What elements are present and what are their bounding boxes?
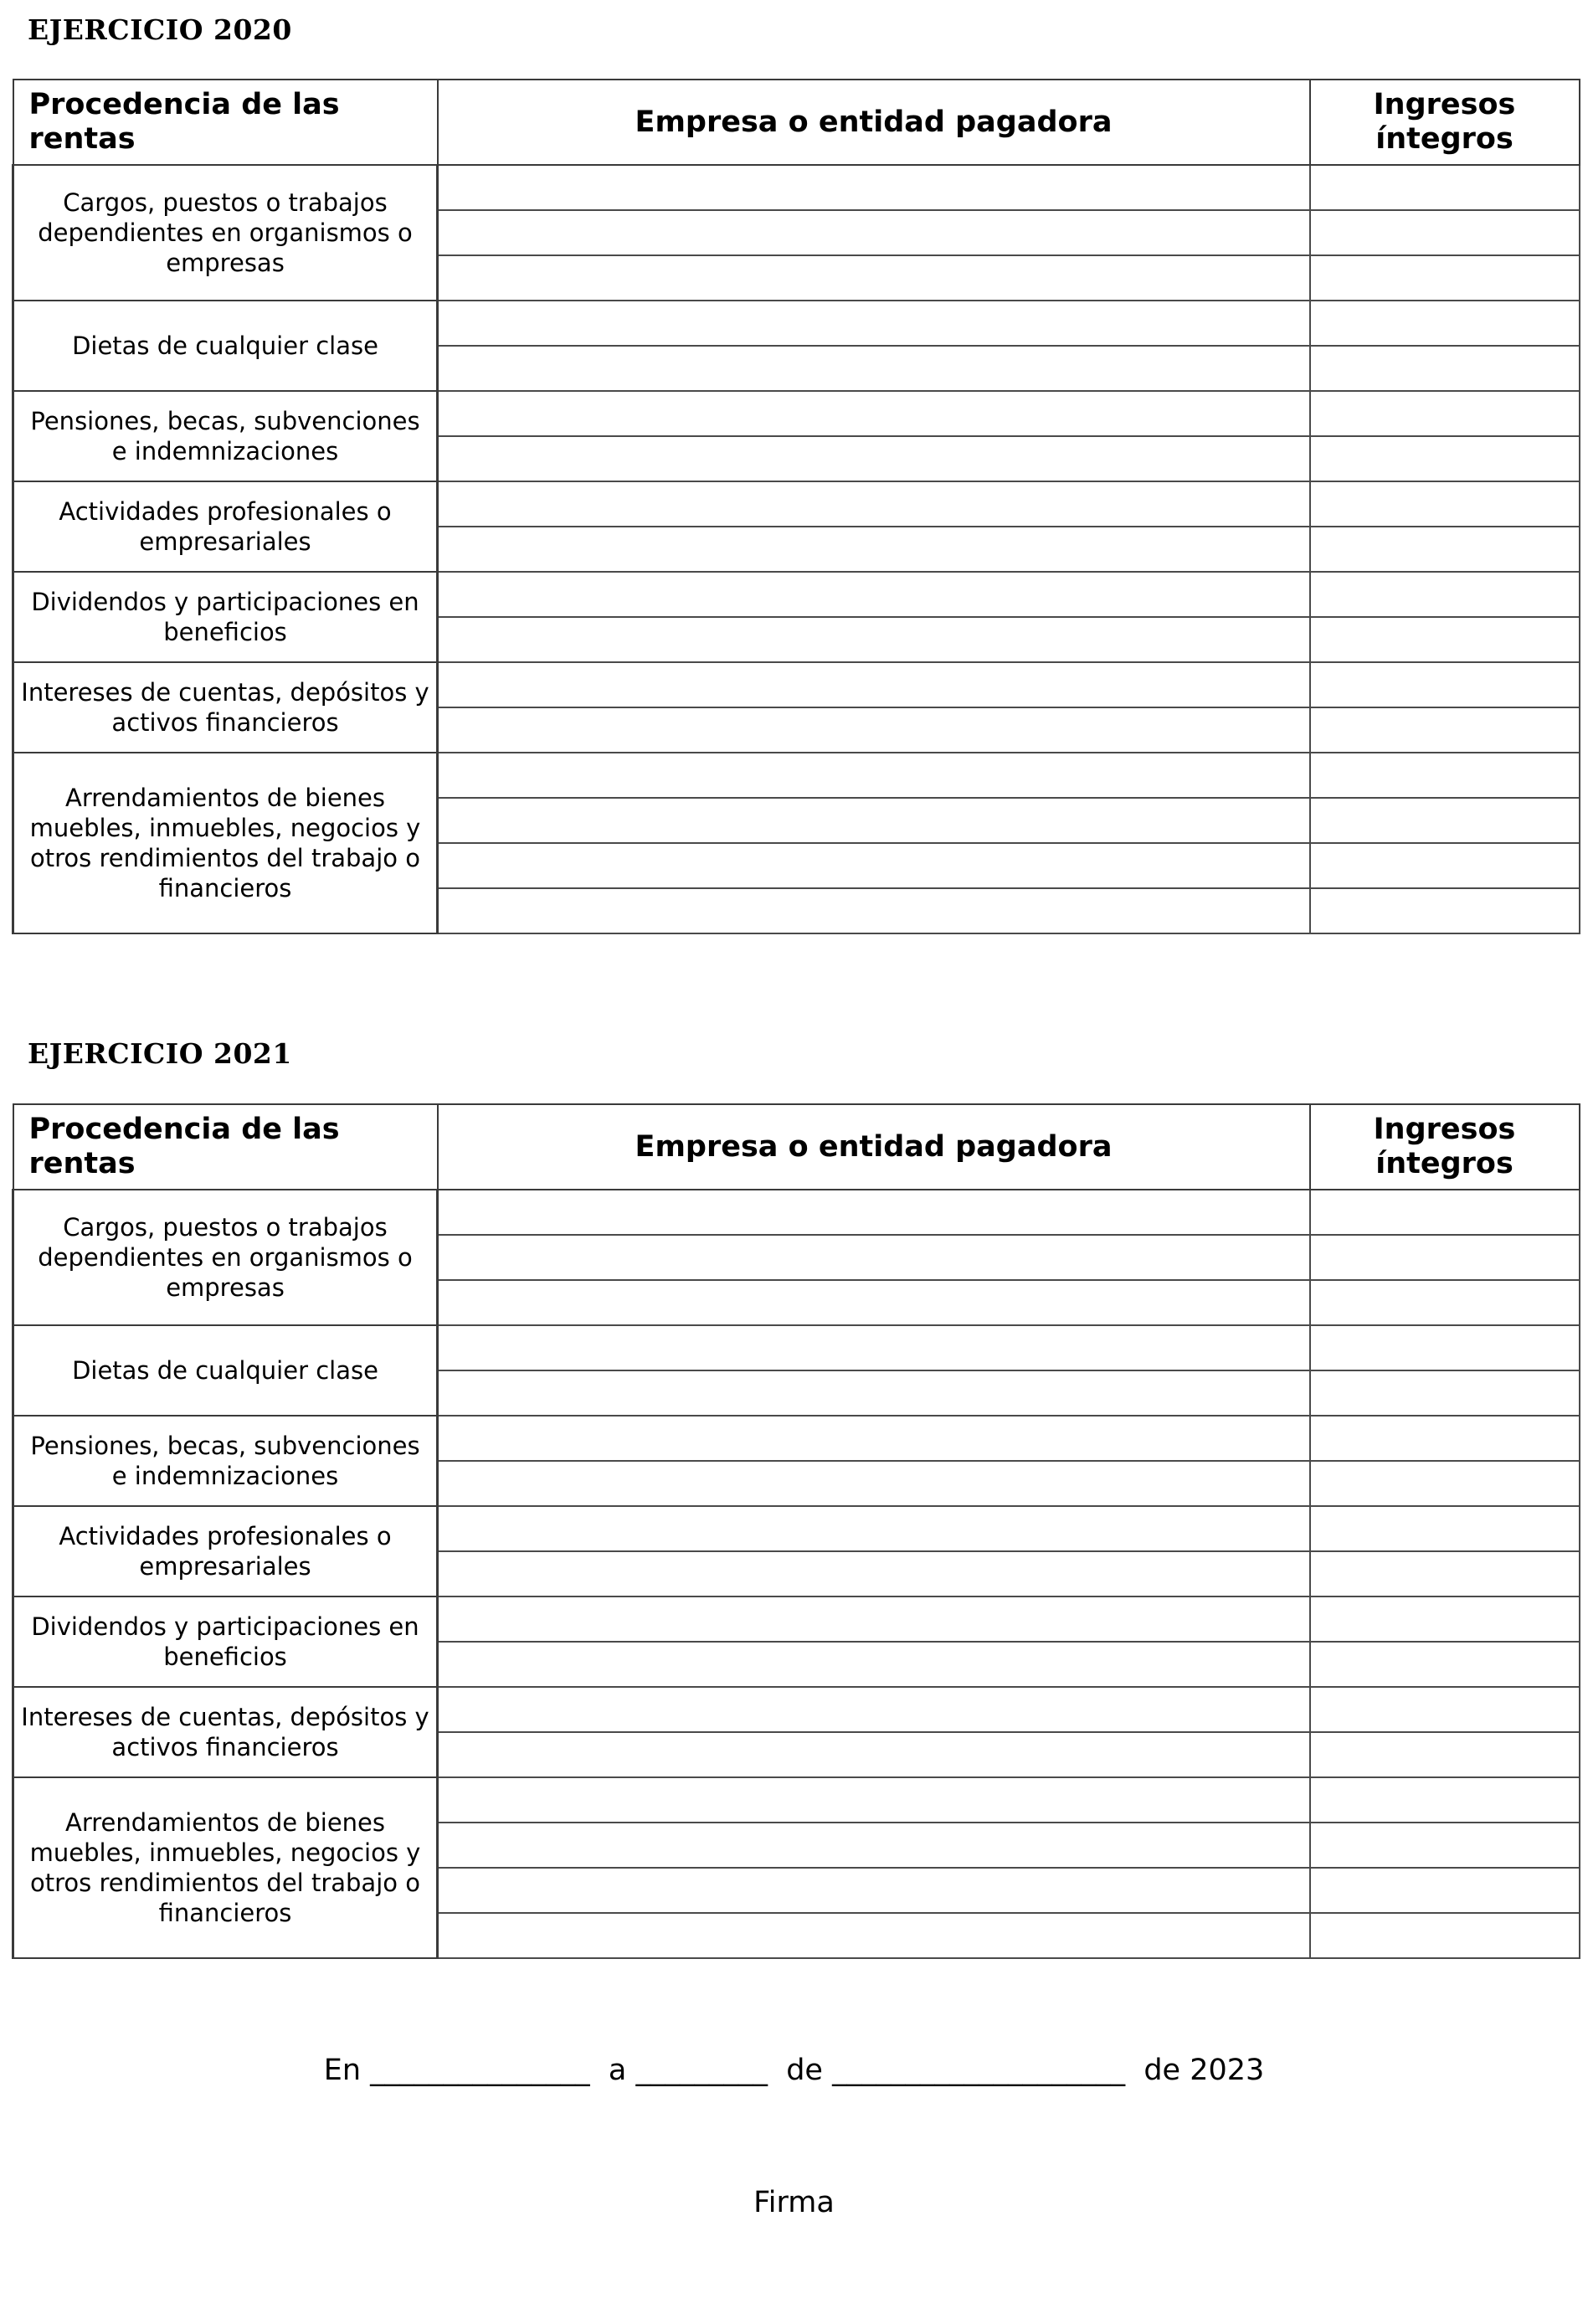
category-arrendamientos: Arrendamientos de bienes muebles, inmuebles, negocios y otros rendimientos del trabajo o financieros <box>13 753 438 933</box>
category-actividades: Actividades profesionales o empresariales <box>13 481 438 572</box>
empresa-input[interactable] <box>438 481 1310 527</box>
ingresos-input[interactable] <box>1310 1461 1580 1506</box>
header-ingresos-line2: íntegros <box>1375 1147 1513 1180</box>
table-row <box>13 1325 1580 1370</box>
empresa-input[interactable] <box>438 1596 1310 1642</box>
empresa-input[interactable] <box>438 1777 1310 1823</box>
ingresos-input[interactable] <box>1310 391 1580 436</box>
income-table-2021 <box>12 1103 1580 1959</box>
place-date-line[interactable]: En _______________ a _________ de ____________________ de 2023 <box>323 2054 1265 2087</box>
ingresos-input[interactable] <box>1310 165 1580 210</box>
header-ingresos <box>1310 1104 1580 1190</box>
ingresos-input[interactable] <box>1310 1370 1580 1416</box>
table-row <box>13 391 1580 436</box>
header-procedencia: Procedencia de las rentas <box>13 80 438 165</box>
header-ingresos-line2: íntegros <box>1375 122 1513 156</box>
ingresos-input[interactable] <box>1310 436 1580 481</box>
category-dividendos: Dividendos y participaciones en beneficios <box>13 572 438 662</box>
empresa-input[interactable] <box>438 1325 1310 1370</box>
table-row <box>13 1506 1580 1551</box>
ingresos-input[interactable] <box>1310 1687 1580 1732</box>
table-header-row <box>13 1104 1580 1190</box>
income-table-2020 <box>12 79 1580 934</box>
empresa-input[interactable] <box>438 888 1310 933</box>
category-intereses: Intereses de cuentas, depósitos y activos financieros <box>13 662 438 753</box>
category-dietas: Dietas de cualquier clase <box>13 1325 438 1416</box>
ingresos-input[interactable] <box>1310 1325 1580 1370</box>
ingresos-input[interactable] <box>1310 1868 1580 1913</box>
header-ingresos <box>1310 80 1580 165</box>
ingresos-input[interactable] <box>1310 617 1580 662</box>
ingresos-input[interactable] <box>1310 1732 1580 1777</box>
empresa-input[interactable] <box>438 753 1310 798</box>
table-row <box>13 572 1580 617</box>
empresa-input[interactable] <box>438 1732 1310 1777</box>
category-dietas: Dietas de cualquier clase <box>13 301 438 391</box>
table-row <box>13 1687 1580 1732</box>
header-ingresos-line1: Ingresos <box>1373 1113 1516 1146</box>
empresa-input[interactable] <box>438 301 1310 346</box>
empresa-input[interactable] <box>438 843 1310 888</box>
empresa-input[interactable] <box>438 572 1310 617</box>
table-row <box>13 165 1580 210</box>
empresa-input[interactable] <box>438 436 1310 481</box>
ingresos-input[interactable] <box>1310 572 1580 617</box>
ingresos-input[interactable] <box>1310 255 1580 301</box>
empresa-input[interactable] <box>438 1416 1310 1461</box>
empresa-input[interactable] <box>438 1370 1310 1416</box>
ingresos-input[interactable] <box>1310 798 1580 843</box>
ingresos-input[interactable] <box>1310 1416 1580 1461</box>
category-pensiones: Pensiones, becas, subvenciones e indemnizaciones <box>13 1416 438 1506</box>
ingresos-input[interactable] <box>1310 346 1580 391</box>
table-row <box>13 1190 1580 1235</box>
empresa-input[interactable] <box>438 255 1310 301</box>
empresa-input[interactable] <box>438 1868 1310 1913</box>
empresa-input[interactable] <box>438 1280 1310 1325</box>
ingresos-input[interactable] <box>1310 843 1580 888</box>
ingresos-input[interactable] <box>1310 1596 1580 1642</box>
header-procedencia: Procedencia de las rentas <box>13 1104 438 1190</box>
category-intereses: Intereses de cuentas, depósitos y activos financieros <box>13 1687 438 1777</box>
category-dividendos: Dividendos y participaciones en beneficios <box>13 1596 438 1687</box>
category-cargos: Cargos, puestos o trabajos dependientes en organismos o empresas <box>13 1190 438 1325</box>
ingresos-input[interactable] <box>1310 527 1580 572</box>
header-empresa: Empresa o entidad pagadora <box>438 80 1310 165</box>
empresa-input[interactable] <box>438 617 1310 662</box>
ingresos-input[interactable] <box>1310 1280 1580 1325</box>
table-row <box>13 753 1580 798</box>
empresa-input[interactable] <box>438 1913 1310 1958</box>
table-row <box>13 1777 1580 1823</box>
ingresos-input[interactable] <box>1310 1913 1580 1958</box>
empresa-input[interactable] <box>438 527 1310 572</box>
ingresos-input[interactable] <box>1310 753 1580 798</box>
category-pensiones: Pensiones, becas, subvenciones e indemnizaciones <box>13 391 438 481</box>
empresa-input[interactable] <box>438 1823 1310 1868</box>
ingresos-input[interactable] <box>1310 662 1580 707</box>
empresa-input[interactable] <box>438 1190 1310 1235</box>
empresa-input[interactable] <box>438 1642 1310 1687</box>
empresa-input[interactable] <box>438 707 1310 753</box>
empresa-input[interactable] <box>438 1235 1310 1280</box>
section-title-2021: EJERCICIO 2021 <box>28 1037 292 1070</box>
header-empresa: Empresa o entidad pagadora <box>438 1104 1310 1190</box>
empresa-input[interactable] <box>438 391 1310 436</box>
empresa-input[interactable] <box>438 662 1310 707</box>
ingresos-input[interactable] <box>1310 1642 1580 1687</box>
ingresos-input[interactable] <box>1310 1777 1580 1823</box>
ingresos-input[interactable] <box>1310 1506 1580 1551</box>
empresa-input[interactable] <box>438 1687 1310 1732</box>
section-title-2020: EJERCICIO 2020 <box>28 13 292 46</box>
table-row <box>13 1596 1580 1642</box>
empresa-input[interactable] <box>438 210 1310 255</box>
table-row <box>13 301 1580 346</box>
ingresos-input[interactable] <box>1310 707 1580 753</box>
ingresos-input[interactable] <box>1310 1190 1580 1235</box>
table-row <box>13 481 1580 527</box>
header-ingresos-line1: Ingresos <box>1373 88 1516 121</box>
firma-label: Firma <box>753 2186 835 2219</box>
empresa-input[interactable] <box>438 1506 1310 1551</box>
table-row <box>13 1416 1580 1461</box>
empresa-input[interactable] <box>438 346 1310 391</box>
empresa-input[interactable] <box>438 1461 1310 1506</box>
ingresos-input[interactable] <box>1310 1823 1580 1868</box>
ingresos-input[interactable] <box>1310 1551 1580 1596</box>
category-cargos: Cargos, puestos o trabajos dependientes en organismos o empresas <box>13 165 438 301</box>
category-actividades: Actividades profesionales o empresariales <box>13 1506 438 1596</box>
ingresos-input[interactable] <box>1310 888 1580 933</box>
ingresos-input[interactable] <box>1310 301 1580 346</box>
empresa-input[interactable] <box>438 1551 1310 1596</box>
ingresos-input[interactable] <box>1310 481 1580 527</box>
category-arrendamientos: Arrendamientos de bienes muebles, inmuebles, negocios y otros rendimientos del trabajo o financieros <box>13 1777 438 1958</box>
table-row <box>13 662 1580 707</box>
ingresos-input[interactable] <box>1310 1235 1580 1280</box>
empresa-input[interactable] <box>438 798 1310 843</box>
ingresos-input[interactable] <box>1310 210 1580 255</box>
table-header-row <box>13 80 1580 165</box>
empresa-input[interactable] <box>438 165 1310 210</box>
